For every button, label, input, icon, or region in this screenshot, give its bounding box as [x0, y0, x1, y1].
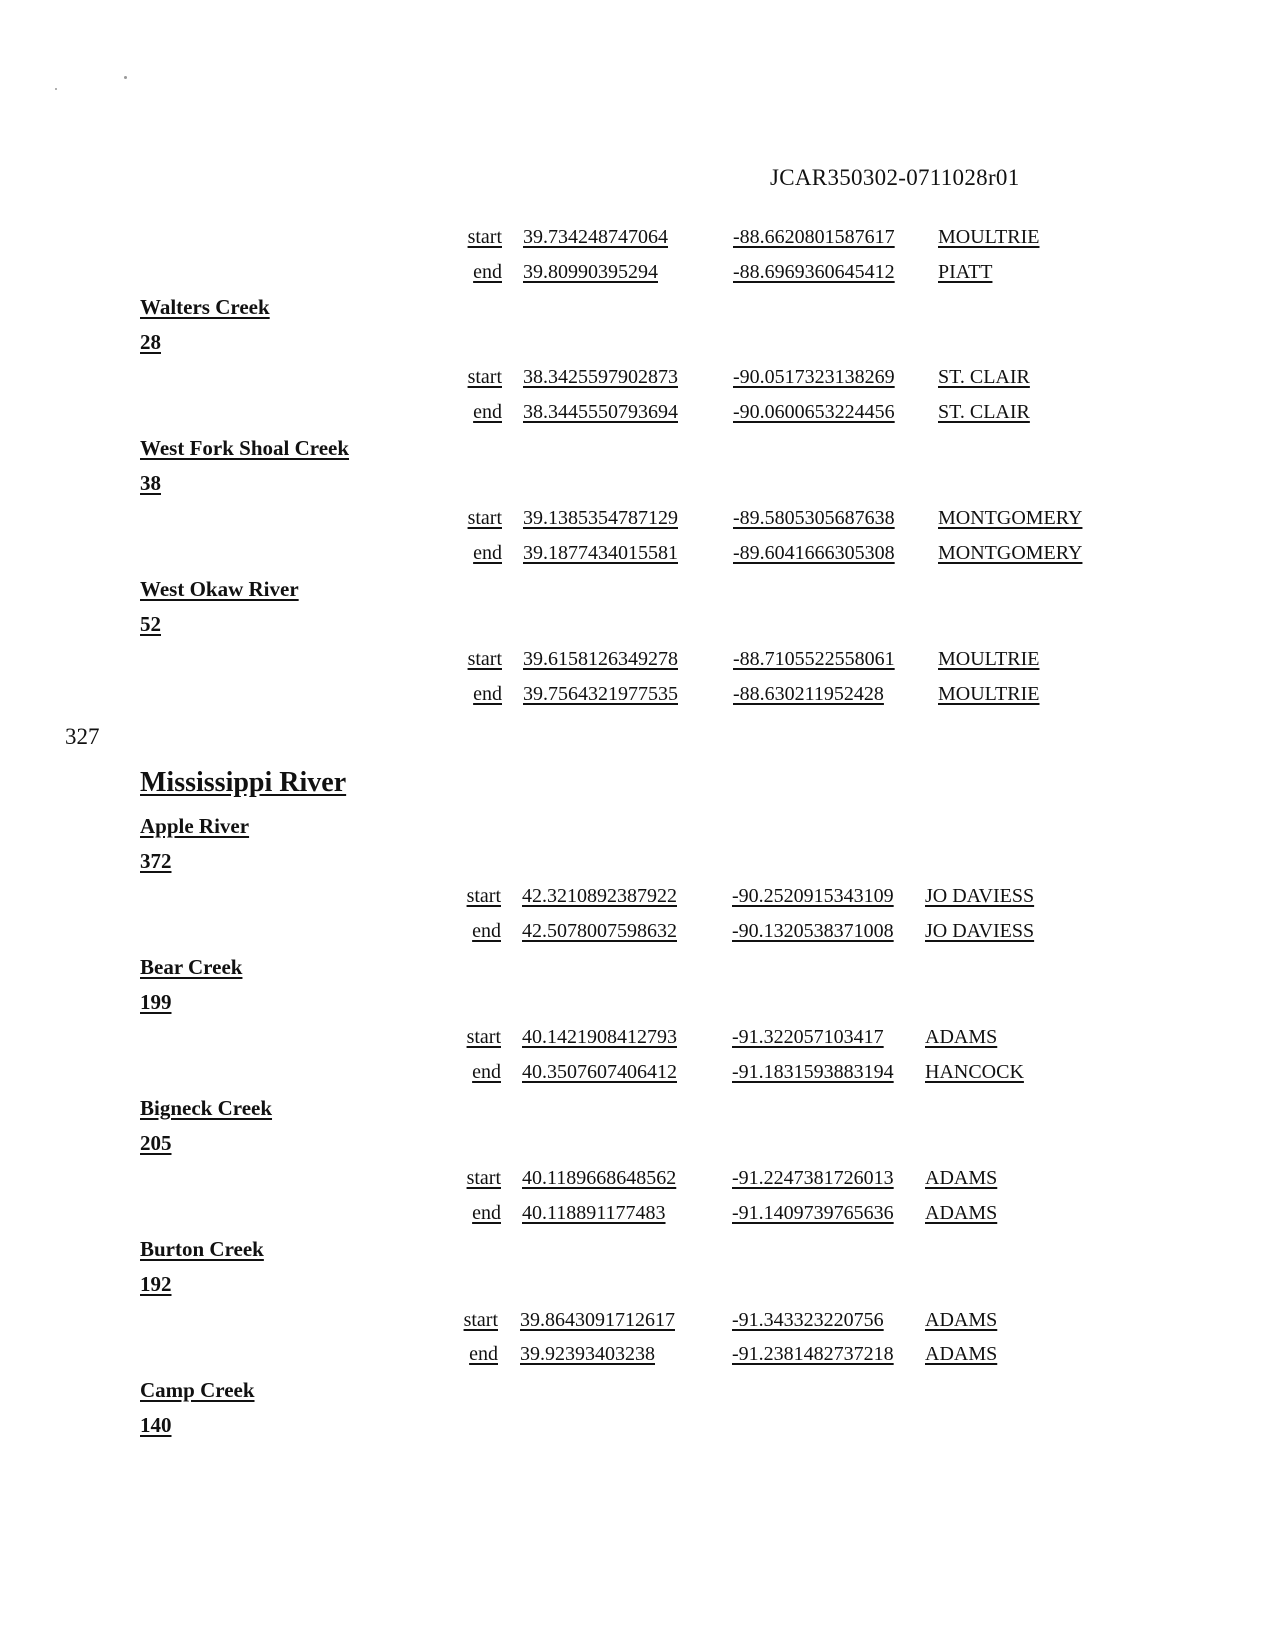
- stream-name: Walters Creek: [140, 295, 270, 319]
- stream-name: Bear Creek: [140, 955, 243, 979]
- row-longitude: -88.630211952428: [733, 683, 884, 705]
- row-longitude: -91.2381482737218: [732, 1343, 894, 1365]
- row-latitude: 39.7564321977535: [523, 683, 678, 705]
- row-latitude: 42.5078007598632: [522, 920, 677, 942]
- row-type: end: [473, 401, 502, 423]
- stream-length: 52: [140, 612, 161, 636]
- row-longitude: -91.343323220756: [732, 1309, 884, 1331]
- row-county: ST. CLAIR: [938, 366, 1030, 388]
- row-longitude: -90.2520915343109: [732, 885, 894, 907]
- row-latitude: 39.92393403238: [520, 1343, 655, 1365]
- row-county: ADAMS: [925, 1309, 998, 1331]
- row-county: JO DAVIESS: [925, 920, 1035, 942]
- stream-length: 192: [140, 1272, 172, 1296]
- row-latitude: 39.1385354787129: [523, 507, 678, 529]
- stream-length: 205: [140, 1131, 172, 1155]
- row-longitude: -88.6620801587617: [733, 226, 895, 248]
- row-longitude: -91.1831593883194: [732, 1061, 894, 1083]
- stream-name: Camp Creek: [140, 1378, 255, 1402]
- row-county: MOULTRIE: [938, 683, 1040, 705]
- row-latitude: 40.1189668648562: [522, 1167, 677, 1189]
- row-type: start: [467, 366, 502, 388]
- row-longitude: -88.7105522558061: [733, 648, 895, 670]
- row-latitude: 40.3507607406412: [522, 1061, 677, 1083]
- document-id: JCAR350302-0711028r01: [770, 165, 1020, 190]
- row-type: end: [472, 1202, 501, 1224]
- row-latitude: 39.1877434015581: [523, 542, 678, 564]
- row-latitude: 42.3210892387922: [522, 885, 677, 907]
- stream-length: 140: [140, 1413, 172, 1437]
- stream-name: Bigneck Creek: [140, 1096, 273, 1120]
- stream-length: 199: [140, 990, 172, 1014]
- row-type: start: [463, 1309, 498, 1331]
- row-county: ADAMS: [925, 1343, 998, 1365]
- page-number: 327: [65, 724, 100, 749]
- row-type: start: [466, 1026, 501, 1048]
- row-county: MONTGOMERY: [938, 542, 1083, 564]
- scan-speck: [124, 76, 127, 79]
- row-longitude: -91.2247381726013: [732, 1167, 894, 1189]
- row-type: end: [472, 1061, 501, 1083]
- row-longitude: -90.0600653224456: [733, 401, 895, 423]
- scan-speck: [55, 88, 57, 90]
- stream-length: 38: [140, 471, 161, 495]
- row-county: ADAMS: [925, 1167, 998, 1189]
- row-county: ADAMS: [925, 1026, 998, 1048]
- row-county: HANCOCK: [925, 1061, 1024, 1083]
- row-latitude: 40.118891177483: [522, 1202, 666, 1224]
- row-type: end: [472, 920, 501, 942]
- stream-length: 28: [140, 330, 161, 354]
- row-county: MOULTRIE: [938, 226, 1040, 248]
- row-type: end: [473, 542, 502, 564]
- row-longitude: -90.1320538371008: [732, 920, 894, 942]
- row-county: ADAMS: [925, 1202, 998, 1224]
- row-county: ST. CLAIR: [938, 401, 1030, 423]
- row-type: start: [466, 885, 501, 907]
- stream-name: West Fork Shoal Creek: [140, 436, 350, 460]
- stream-name: West Okaw River: [140, 577, 299, 601]
- row-type: end: [473, 683, 502, 705]
- row-latitude: 39.6158126349278: [523, 648, 678, 670]
- row-longitude: -91.1409739765636: [732, 1202, 894, 1224]
- stream-length: 372: [140, 849, 172, 873]
- row-latitude: 39.734248747064: [523, 226, 668, 248]
- row-county: PIATT: [938, 261, 993, 283]
- row-latitude: 38.3425597902873: [523, 366, 678, 388]
- row-type: end: [473, 261, 502, 283]
- section-heading: Mississippi River: [140, 767, 347, 798]
- row-longitude: -90.0517323138269: [733, 366, 895, 388]
- row-latitude: 38.3445550793694: [523, 401, 678, 423]
- row-type: end: [469, 1343, 498, 1365]
- row-latitude: 40.1421908412793: [522, 1026, 677, 1048]
- row-type: start: [467, 226, 502, 248]
- row-longitude: -91.322057103417: [732, 1026, 884, 1048]
- row-longitude: -89.6041666305308: [733, 542, 895, 564]
- row-longitude: -88.6969360645412: [733, 261, 895, 283]
- row-county: JO DAVIESS: [925, 885, 1035, 907]
- row-type: start: [466, 1167, 501, 1189]
- row-latitude: 39.8643091712617: [520, 1309, 675, 1331]
- row-type: start: [467, 507, 502, 529]
- stream-name: Burton Creek: [140, 1237, 264, 1261]
- row-type: start: [467, 648, 502, 670]
- stream-name: Apple River: [140, 814, 250, 838]
- row-county: MONTGOMERY: [938, 507, 1083, 529]
- row-latitude: 39.80990395294: [523, 261, 658, 283]
- row-county: MOULTRIE: [938, 648, 1040, 670]
- row-longitude: -89.5805305687638: [733, 507, 895, 529]
